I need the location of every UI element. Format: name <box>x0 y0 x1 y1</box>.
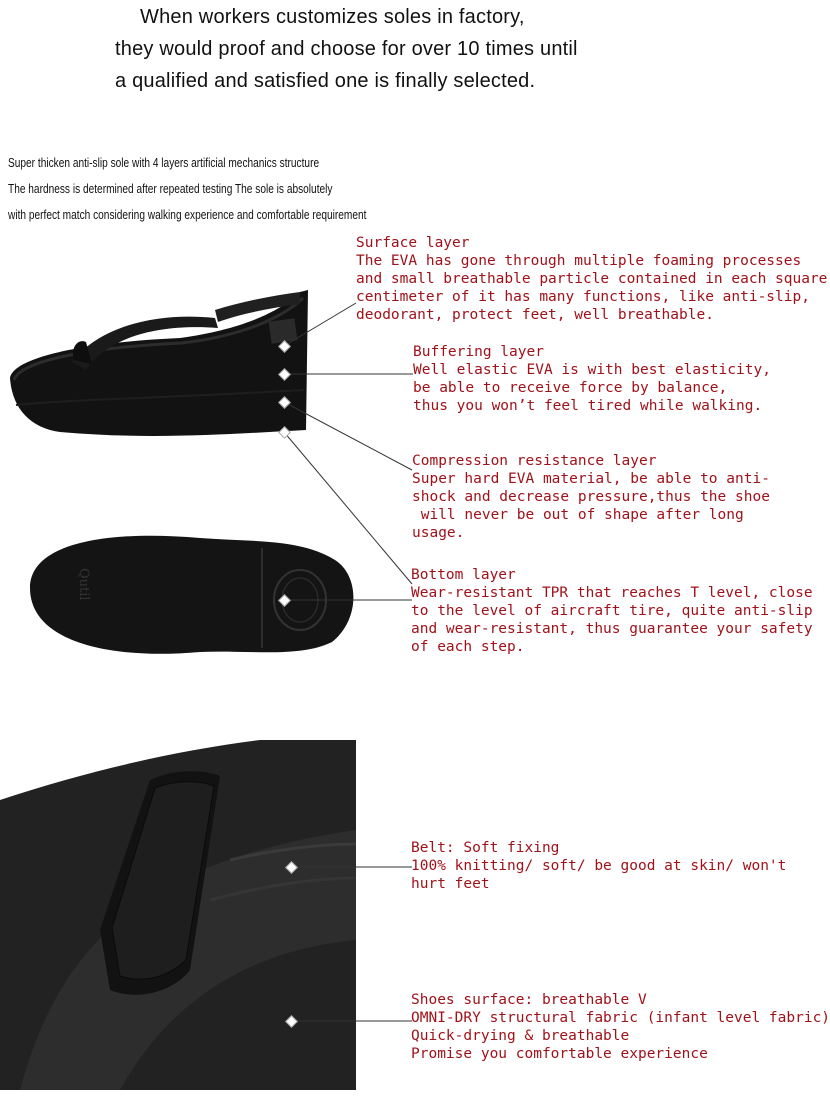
annotation-line: Promise you comfortable experience <box>411 1046 708 1062</box>
annotation-bottom-layer <box>411 566 813 656</box>
annotation-compression-layer <box>412 452 770 542</box>
annotation-title: Buffering layer <box>413 344 544 360</box>
annotation-title: Bottom layer <box>411 567 516 583</box>
annotation-buffering-layer <box>413 343 771 415</box>
annotation-line: to the level of aircraft tire, quite anti-slip <box>411 603 813 619</box>
annotation-line: thus you won’t feel tired while walking. <box>413 398 763 414</box>
annotation-line: 100% knitting/ soft/ be good at skin/ won't <box>411 858 787 874</box>
annotation-surface-layer <box>356 234 827 324</box>
annotation-line: and wear-resistant, thus guarantee your safety <box>411 621 813 637</box>
summary-line-1: Super thicken anti-slip sole with 4 layers artificial mechanics structure <box>8 155 320 170</box>
intro-line-3: a qualified and satisfied one is finally selected. <box>115 70 536 92</box>
annotation-line: Well elastic EVA is with best elasticity, <box>413 362 771 378</box>
annotation-line: Super hard EVA material, be able to anti- <box>412 471 770 487</box>
annotation-line: Quick-drying & breathable <box>411 1028 630 1044</box>
annotation-line: OMNI-DRY structural fabric (infant level fabric) <box>411 1010 830 1026</box>
annotation-belt <box>411 839 786 893</box>
annotation-line: shock and decrease pressure,thus the shoe <box>412 489 770 505</box>
annotation-line: Wear-resistant TPR that reaches T level, close <box>411 585 813 601</box>
annotation-line: usage. <box>412 525 465 541</box>
leader-line-compression-1 <box>284 402 412 470</box>
annotation-line: and small breathable particle contained in each square <box>356 271 828 287</box>
annotation-title: Surface layer <box>356 235 470 251</box>
annotation-line: be able to receive force by balance, <box>413 380 728 396</box>
annotation-title: Shoes surface: breathable V <box>411 992 647 1008</box>
annotation-line: of each step. <box>411 639 525 655</box>
leader-line-surface <box>284 303 356 346</box>
annotation-line: deodorant, protect feet, well breathable. <box>356 307 714 323</box>
annotation-line: centimeter of it has many functions, like anti-slip, <box>356 289 810 305</box>
annotation-shoes-surface <box>411 991 830 1063</box>
leader-line-compression-2 <box>284 432 412 584</box>
annotation-title: Belt: Soft fixing <box>411 840 560 856</box>
sole-brand-print: Qutil <box>76 568 91 601</box>
summary-line-2: The hardness is determined after repeated testing The sole is absolutely <box>8 181 333 196</box>
annotation-line: will never be out of shape after long <box>412 507 744 523</box>
summary-line-3: with perfect match considering walking experience and comfortable requirement <box>8 207 367 222</box>
annotation-title: Compression resistance layer <box>412 453 657 469</box>
intro-line-2: they would proof and choose for over 10 times until <box>115 38 578 60</box>
annotation-line: hurt feet <box>411 876 490 892</box>
annotation-line: The EVA has gone through multiple foaming processes <box>356 253 802 269</box>
intro-line-1: When workers customizes soles in factory, <box>140 6 525 28</box>
